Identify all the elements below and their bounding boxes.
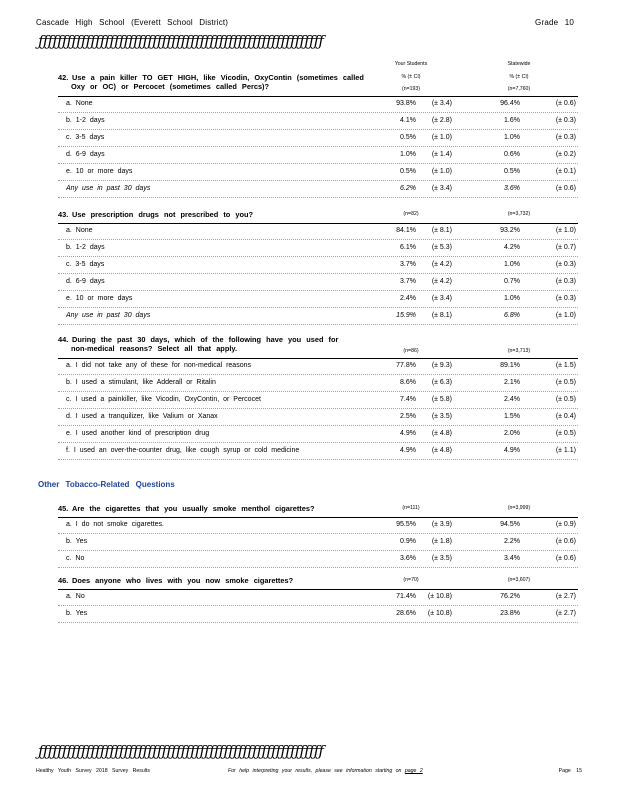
statewide-percent: 89.1%: [500, 362, 520, 369]
answer-label: b. Yes: [66, 538, 88, 545]
statewide-percent: 3.4%: [504, 555, 520, 562]
your-students-percent: 8.6%: [400, 379, 416, 386]
statewide-ci-value: (± 0.7): [555, 244, 576, 251]
statewide-ci-value: (± 1.5): [555, 362, 576, 369]
statewide-percent: 2.4%: [504, 396, 520, 403]
statewide-n: (n=3,607): [507, 577, 531, 583]
answer-row: [58, 426, 578, 443]
your-students-title: Your Students: [394, 61, 428, 67]
statewide-percent: 76.2%: [500, 593, 520, 600]
answer-row: [58, 358, 578, 375]
answer-label: a. None: [66, 227, 93, 234]
row-divider: [58, 567, 578, 568]
answer-label: c. 3-5 days: [66, 134, 105, 141]
answer-row: [58, 240, 578, 257]
statewide-n: (n=3,999): [507, 505, 531, 511]
your-students-percent: 3.7%: [400, 261, 416, 268]
statewide-n: (n=7,760): [507, 86, 531, 92]
answer-label: a. No: [66, 593, 85, 600]
answer-row: [58, 606, 578, 623]
your-students-ci-value: (± 10.8): [427, 593, 452, 600]
answer-row: [58, 130, 578, 147]
answer-row: [58, 409, 578, 426]
your-students-ci-value: (± 4.2): [431, 278, 452, 285]
footer-help-prefix: For help interpreting your results, please see information starting on: [228, 768, 405, 774]
question-line: Use prescription drugs not prescribed to you?: [72, 210, 254, 219]
your-students-percent: 4.9%: [400, 430, 416, 437]
row-divider: [58, 622, 578, 623]
question-line: During the past 30 days, which of the following have you used for: [72, 335, 339, 344]
your-students-percent: 0.5%: [400, 134, 416, 141]
statewide-percent: 0.6%: [504, 151, 520, 158]
your-students-percent: 28.6%: [396, 610, 416, 617]
your-students-ci-value: (± 4.8): [431, 430, 452, 437]
your-students-ci: % (± CI): [401, 74, 421, 80]
your-students-ci-value: (± 3.4): [431, 295, 452, 302]
answer-label: c. 3-5 days: [66, 261, 105, 268]
answer-label: f. I used an over-the-counter drug, like cough syrup or cold medicine: [66, 447, 300, 454]
statewide-ci-value: (± 2.7): [555, 610, 576, 617]
statewide-ci-value: (± 0.4): [555, 413, 576, 420]
question-line: Does anyone who lives with you now smoke cigarettes?: [72, 576, 294, 585]
your-students-ci-value: (± 6.3): [431, 379, 452, 386]
answer-label: d. 6-9 days: [66, 151, 105, 158]
statewide-ci-value: (± 0.3): [555, 117, 576, 124]
question-text: [58, 336, 338, 354]
question-line: non-medical reasons? Select all that apply.: [71, 343, 238, 353]
statewide-ci: % (± CI): [509, 74, 529, 80]
statewide-percent: 93.2%: [500, 227, 520, 234]
question-line: Are the cigarettes that you usually smoke menthol cigarettes?: [72, 504, 315, 513]
your-students-percent: 6.2%: [400, 185, 416, 192]
statewide-ci-value: (± 1.1): [555, 447, 576, 454]
answer-row: [58, 223, 578, 240]
your-students-ci-value: (± 4.8): [431, 447, 452, 454]
answer-row: [58, 551, 578, 568]
your-students-ci-value: (± 10.8): [427, 610, 452, 617]
answer-label: e. I used another kind of prescription drug: [66, 430, 210, 437]
question-number: 44.: [58, 335, 69, 344]
statewide-ci-value: (± 0.3): [555, 134, 576, 141]
answer-row: [58, 164, 578, 181]
your-students-percent: 1.0%: [400, 151, 416, 158]
answer-row: [58, 534, 578, 551]
your-students-percent: 95.5%: [396, 521, 416, 528]
answer-label: e. 10 or more days: [66, 295, 133, 302]
answer-label: c. No: [66, 555, 85, 562]
your-students-percent: 2.5%: [400, 413, 416, 420]
statewide-ci-value: (± 2.7): [555, 593, 576, 600]
your-students-percent: 4.1%: [400, 117, 416, 124]
your-students-n: (n=193): [401, 86, 421, 92]
your-students-ci-value: (± 1.0): [431, 168, 452, 175]
your-students-percent: 15.9%: [396, 312, 416, 319]
row-divider: [58, 324, 578, 325]
your-students-percent: 77.8%: [396, 362, 416, 369]
statewide-percent: 4.9%: [504, 447, 520, 454]
statewide-ci-value: (± 0.6): [555, 185, 576, 192]
answer-row: [58, 392, 578, 409]
question-line: Use a pain killer TO GET HIGH, like Vicodin, OxyContin (sometimes called: [72, 73, 364, 82]
answer-row: [58, 589, 578, 606]
your-students-n: (n=111): [402, 505, 420, 511]
statewide-n: (n=3,732): [507, 211, 531, 217]
statewide-percent: 1.0%: [504, 295, 520, 302]
statewide-percent: 2.2%: [504, 538, 520, 545]
statewide-ci-value: (± 0.5): [555, 379, 576, 386]
your-students-percent: 93.8%: [396, 100, 416, 107]
answer-row: [58, 274, 578, 291]
question-text: [58, 74, 364, 92]
your-students-header: [388, 60, 434, 69]
answer-label: c. I used a painkiller, like Vicodin, OxyContin, or Percocet: [66, 396, 261, 403]
statewide-n: (n=3,713): [507, 348, 531, 354]
statewide-percent: 23.8%: [500, 610, 520, 617]
statewide-ci-value: (± 0.6): [555, 100, 576, 107]
statewide-ci-value: (± 0.2): [555, 151, 576, 158]
your-students-ci-value: (± 8.1): [431, 312, 452, 319]
your-students-percent: 6.1%: [400, 244, 416, 251]
your-students-ci-value: (± 1.8): [431, 538, 452, 545]
your-students-ci-value: (± 1.4): [431, 151, 452, 158]
statewide-percent: 0.5%: [504, 168, 520, 175]
row-divider: [58, 197, 578, 198]
statewide-ci-value: (± 0.3): [555, 278, 576, 285]
statewide-ci-value: (± 0.3): [555, 295, 576, 302]
answer-label: a. I did not take any of these for non-medical reasons: [66, 362, 251, 369]
footer-page-number: Page 15: [558, 768, 582, 774]
answer-row: [58, 308, 578, 325]
question-text: [58, 211, 253, 220]
statewide-percent: 1.0%: [504, 261, 520, 268]
your-students-n: (n=70): [403, 577, 419, 583]
footer-survey-name: Healthy Youth Survey 2018 Survey Results: [36, 768, 150, 774]
answer-row: [58, 375, 578, 392]
statewide-ci-header: [496, 73, 542, 82]
answer-label: e. 10 or more days: [66, 168, 133, 175]
statewide-percent: 94.5%: [500, 521, 520, 528]
your-students-percent: 3.7%: [400, 278, 416, 285]
statewide-percent: 0.7%: [504, 278, 520, 285]
statewide-ci-value: (± 0.6): [555, 555, 576, 562]
statewide-percent: 2.0%: [504, 430, 520, 437]
statewide-title: Statewide: [507, 61, 531, 67]
answer-label: b. 1-2 days: [66, 244, 105, 251]
statewide-ci-value: (± 0.9): [555, 521, 576, 528]
question-number: 43.: [58, 210, 69, 219]
decorative-divider-top: ƒƒƒƒƒƒƒƒƒƒƒƒƒƒƒƒƒƒƒƒƒƒƒƒƒƒƒƒƒƒƒƒƒƒƒƒƒƒƒƒƒƒƒƒƒƒƒƒƒƒƒƒƒƒƒƒƒƒƒƒ: [38, 32, 324, 50]
your-students-ci-value: (± 3.9): [431, 521, 452, 528]
statewide-ci-value: (± 0.5): [555, 430, 576, 437]
question-text: [58, 505, 315, 514]
decorative-divider-bottom: ƒƒƒƒƒƒƒƒƒƒƒƒƒƒƒƒƒƒƒƒƒƒƒƒƒƒƒƒƒƒƒƒƒƒƒƒƒƒƒƒƒƒƒƒƒƒƒƒƒƒƒƒƒƒƒƒƒƒƒƒ: [38, 742, 324, 760]
your-students-ci-value: (± 3.5): [431, 555, 452, 562]
answer-row: [58, 96, 578, 113]
answer-row: [58, 291, 578, 308]
your-students-ci-header: [388, 73, 434, 82]
your-students-percent: 3.6%: [400, 555, 416, 562]
statewide-percent: 3.6%: [504, 185, 520, 192]
your-students-ci-value: (± 8.1): [431, 227, 452, 234]
your-students-ci-value: (± 9.3): [431, 362, 452, 369]
statewide-percent: 1.6%: [504, 117, 520, 124]
statewide-ci-value: (± 0.6): [555, 538, 576, 545]
answer-label: b. 1-2 days: [66, 117, 105, 124]
statewide-percent: 4.2%: [504, 244, 520, 251]
your-students-ci-value: (± 4.2): [431, 261, 452, 268]
statewide-header: [496, 60, 542, 69]
your-students-ci-value: (± 1.0): [431, 134, 452, 141]
answer-label: b. Yes: [66, 610, 88, 617]
statewide-percent: 1.0%: [504, 134, 520, 141]
statewide-percent: 2.1%: [504, 379, 520, 386]
your-students-percent: 0.5%: [400, 168, 416, 175]
statewide-ci-value: (± 1.0): [555, 312, 576, 319]
your-students-percent: 2.4%: [400, 295, 416, 302]
answer-row: [58, 113, 578, 130]
statewide-ci-value: (± 0.5): [555, 396, 576, 403]
question-number: 45.: [58, 504, 69, 513]
row-divider: [58, 459, 578, 460]
statewide-ci-value: (± 0.1): [555, 168, 576, 175]
answer-row: [58, 443, 578, 460]
answer-label: a. None: [66, 100, 93, 107]
your-students-ci-value: (± 2.8): [431, 117, 452, 124]
your-students-percent: 84.1%: [396, 227, 416, 234]
statewide-percent: 1.5%: [504, 413, 520, 420]
answer-label: Any use in past 30 days: [66, 312, 151, 319]
your-students-ci-value: (± 5.8): [431, 396, 452, 403]
statewide-ci-value: (± 1.0): [555, 227, 576, 234]
your-students-percent: 0.9%: [400, 538, 416, 545]
question-number: 42.: [58, 73, 69, 82]
answer-label: b. I used a stimulant, like Adderall or Ritalin: [66, 379, 216, 386]
answer-row: [58, 181, 578, 198]
question-number: 46.: [58, 576, 69, 585]
answer-row: [58, 517, 578, 534]
your-students-n: (n=82): [403, 211, 419, 217]
question-line: Oxy or OC) or Percocet (sometimes called Percs)?: [71, 81, 270, 91]
answer-row: [58, 147, 578, 164]
your-students-ci-value: (± 5.3): [431, 244, 452, 251]
answer-label: d. 6-9 days: [66, 278, 105, 285]
answer-label: a. I do not smoke cigarettes.: [66, 521, 164, 528]
answer-row: [58, 257, 578, 274]
statewide-ci-value: (± 0.3): [555, 261, 576, 268]
question-text: [58, 577, 293, 586]
grade-label: Grade 10: [535, 18, 574, 27]
answer-label: Any use in past 30 days: [66, 185, 151, 192]
your-students-ci-value: (± 3.4): [431, 100, 452, 107]
your-students-n: (n=86): [403, 348, 419, 354]
footer-page-link[interactable]: page 2: [404, 768, 423, 774]
your-students-ci-value: (± 3.4): [431, 185, 452, 192]
statewide-percent: 6.8%: [504, 312, 520, 319]
footer-help-text: [228, 768, 423, 774]
your-students-percent: 71.4%: [396, 593, 416, 600]
your-students-ci-value: (± 3.5): [431, 413, 452, 420]
statewide-percent: 96.4%: [500, 100, 520, 107]
your-students-percent: 4.9%: [400, 447, 416, 454]
answer-label: d. I used a tranquilizer, like Valium or Xanax: [66, 413, 218, 420]
your-students-percent: 7.4%: [400, 396, 416, 403]
school-name: Cascade High School (Everett School District): [36, 18, 229, 27]
section-title: Other Tobacco-Related Questions: [38, 480, 175, 489]
